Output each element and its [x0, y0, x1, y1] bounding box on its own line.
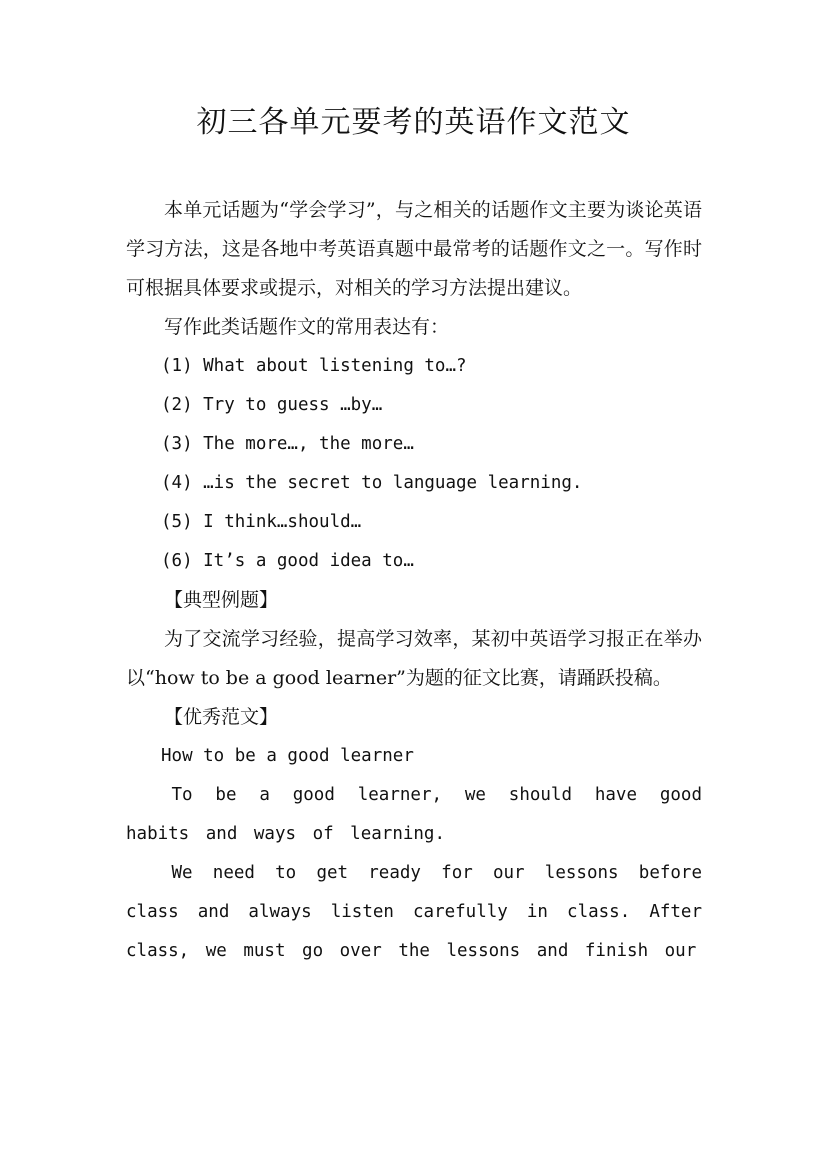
expression-item: (3) The more…, the more… [161, 434, 414, 454]
model-essay-heading: 【优秀范文】 [164, 706, 279, 728]
expressions-heading: 写作此类话题作文的常用表达有： [164, 316, 450, 338]
intro-paragraph: 本单元话题为“学会学习”，与之相关的话题作文主要为谈论英语学习方法，这是各地中考英语真题中最常考的话题作文之一。写作时可根据具体要求或提示，对相关的学习方法提出建议。 [126, 199, 702, 299]
page-title: 初三各单元要考的英语作文范文 [196, 105, 631, 140]
expression-item: (5) I think…should… [161, 512, 362, 532]
essay-paragraph: To be a good learner, we should have good habits and ways of learning. [126, 785, 702, 844]
expression-item: (4) …is the secret to language learning. [161, 473, 583, 493]
document-body [126, 191, 702, 971]
expression-item: (1) What about listening to…? [161, 356, 467, 376]
example-paragraph: 为了交流学习经验，提高学习效率，某初中英语学习报正在举办以“how to be a good learner”为题的征文比赛，请踊跃投稿。 [126, 628, 702, 689]
example-heading: 【典型例题】 [164, 589, 279, 611]
essay-paragraph: We need to get ready for our lessons before class and always listen carefully in class. After class, we must go over the lessons and finish our [126, 863, 702, 961]
expression-item: (6) It’s a good idea to… [161, 551, 414, 571]
expression-item: (2) Try to guess …by… [161, 395, 383, 415]
essay-title: How to be a good learner [161, 746, 414, 766]
